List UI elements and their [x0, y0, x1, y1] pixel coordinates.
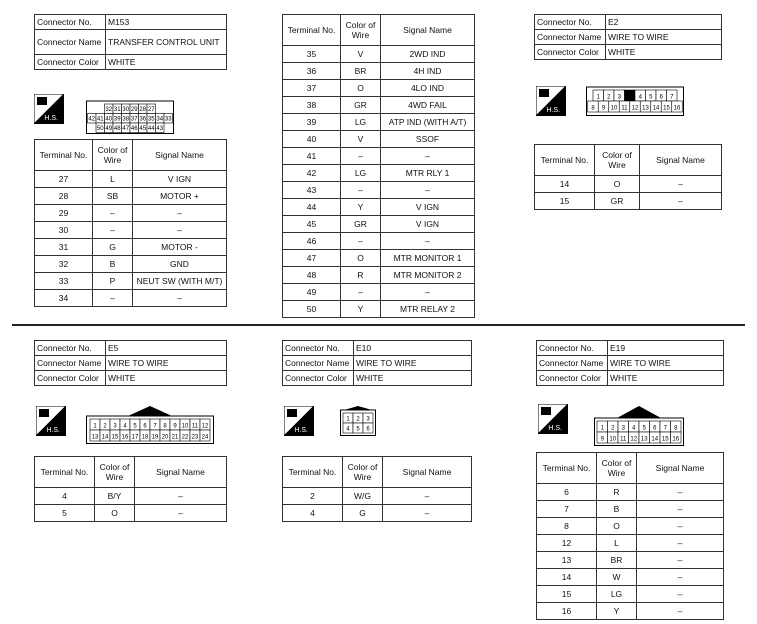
table-row: [537, 552, 724, 569]
m153-connector-name: TRANSFER CONTROL UNIT: [106, 30, 227, 55]
terminal-cell: 33: [35, 273, 93, 290]
pin-number: 36: [139, 116, 147, 123]
signal-name-cell: 4H IND: [381, 63, 475, 80]
e10-signal-table: Terminal No. Color of Wire Signal Name 2 W/G – 4 G –: [282, 456, 472, 522]
pin-number: 45: [139, 126, 147, 132]
wire-color-cell: Y: [341, 199, 381, 216]
pin-number: 5: [649, 94, 653, 101]
terminal-cell: 27: [35, 171, 93, 188]
wire-color-cell: O: [597, 518, 637, 535]
pin-number: 13: [640, 436, 648, 443]
pin-number: 5: [642, 425, 646, 432]
m153-info: Connector No. M153 Connector Name TRANSFER CONTROL UNIT Connector Color WHITE: [34, 14, 227, 70]
hs-badge-icon: [538, 404, 568, 434]
table-row: [283, 148, 475, 165]
signal-name-cell: –: [381, 284, 475, 301]
signal-name-cell: MOTOR -: [133, 239, 227, 256]
pin-number: 11: [620, 436, 627, 443]
signal-name-cell: –: [637, 518, 724, 535]
pin-number: 3: [113, 423, 117, 430]
wire-color-cell: –: [93, 205, 133, 222]
pin-number: 13: [91, 434, 99, 441]
pin-number: 16: [673, 105, 681, 112]
m153-connector-face: [86, 100, 174, 134]
wire-color-cell: –: [93, 290, 133, 307]
wire-color-cell: G: [343, 505, 383, 522]
terminal-cell: 30: [35, 222, 93, 239]
table-row: [283, 267, 475, 284]
table-row: [283, 63, 475, 80]
table-row: [35, 171, 227, 188]
signal-name-cell: MTR RELAY 2: [381, 301, 475, 318]
pin-number: 6: [659, 94, 663, 101]
pin-number: 3: [621, 425, 625, 432]
e2-info: Connector No. E2 Connector Name WIRE TO WIRE Connector Color WHITE: [534, 14, 722, 60]
pin-number: 3: [366, 416, 370, 423]
pin-number: 48: [113, 126, 121, 132]
wire-color-cell: W/G: [343, 488, 383, 505]
pin-number: 19: [151, 434, 159, 441]
wire-color-cell: P: [93, 273, 133, 290]
pin-number: 43: [156, 126, 164, 132]
pin-number: 21: [171, 434, 179, 441]
signal-name-cell: –: [383, 505, 472, 522]
e10-info: Connector No. E10 Connector Name WIRE TO WIRE Connector Color WHITE: [282, 340, 472, 386]
pin-number: 5: [133, 423, 137, 430]
terminal-cell: 16: [537, 603, 597, 620]
wire-color-cell: O: [595, 176, 640, 193]
table-row: [283, 284, 475, 301]
terminal-cell: 36: [283, 63, 341, 80]
wire-color-cell: GR: [595, 193, 640, 210]
table-row: [283, 250, 475, 267]
terminal-cell: 44: [283, 199, 341, 216]
signal-name-cell: ATP IND (WITH A/T): [381, 114, 475, 131]
pin-number: 18: [141, 434, 149, 441]
signal-name-cell: –: [135, 505, 227, 522]
table-row: [283, 165, 475, 182]
svg-text:H.S.: H.S.: [548, 425, 562, 432]
wire-color-cell: BR: [597, 552, 637, 569]
hs-badge-icon: [34, 94, 64, 124]
terminal-cell: 35: [283, 46, 341, 63]
signal-name-cell: SSOF: [381, 131, 475, 148]
table-row: [537, 586, 724, 603]
table-row: [283, 182, 475, 199]
pin-number: 7: [663, 425, 667, 432]
terminal-cell: 6: [537, 484, 597, 501]
pin-number: 12: [630, 436, 638, 443]
terminal-cell: 13: [537, 552, 597, 569]
m153-signal-table-1: Terminal No. Color of Wire Signal Name 27 L V IGN 28 SB MOTOR + 29 – – 30 – – 31 G MOTOR - 32 B GND 33 P NEUT SW (WITH M/T) 34 – –: [34, 139, 227, 307]
pin-number: 6: [366, 426, 370, 433]
m153-connector-color: WHITE: [106, 55, 227, 70]
wire-color-cell: V: [341, 131, 381, 148]
pin-number: 4: [632, 425, 636, 432]
pin-number: 2: [103, 423, 107, 430]
pin-number: 47: [122, 126, 130, 132]
pin-number: 37: [130, 116, 138, 123]
pin-number: 40: [105, 116, 113, 123]
e10-connector-face: [340, 404, 376, 436]
signal-name-cell: 4LO IND: [381, 80, 475, 97]
pin-number: 23: [191, 434, 199, 441]
pin-number: 7: [670, 94, 674, 101]
pin-number: 12: [631, 105, 639, 112]
table-row: [283, 301, 475, 318]
pin-number: 14: [652, 105, 660, 112]
table-row: [35, 290, 227, 307]
signal-name-cell: –: [637, 586, 724, 603]
terminal-cell: 7: [537, 501, 597, 518]
table-row: [35, 256, 227, 273]
terminal-cell: 42: [283, 165, 341, 182]
table-row: [35, 505, 227, 522]
signal-name-cell: –: [637, 569, 724, 586]
signal-name-cell: V IGN: [381, 216, 475, 233]
terminal-cell: 31: [35, 239, 93, 256]
wire-color-cell: BR: [341, 63, 381, 80]
pin-number: 4: [638, 94, 642, 101]
pin-number: 10: [181, 423, 189, 430]
terminal-cell: 49: [283, 284, 341, 301]
table-row: [283, 505, 472, 522]
signal-name-cell: V IGN: [381, 199, 475, 216]
terminal-cell: 48: [283, 267, 341, 284]
table-row: [283, 488, 472, 505]
table-row: [283, 97, 475, 114]
terminal-cell: 37: [283, 80, 341, 97]
signal-name-cell: –: [135, 488, 227, 505]
e5-signal-table: Terminal No. Color of Wire Signal Name 4 B/Y – 5 O –: [34, 456, 227, 522]
wire-color-cell: R: [341, 267, 381, 284]
pin-number: 4: [346, 426, 350, 433]
signal-name-cell: –: [637, 535, 724, 552]
pin-number: 15: [661, 436, 669, 443]
table-row: [35, 239, 227, 256]
pin-number: 27: [147, 107, 155, 113]
wire-color-cell: SB: [93, 188, 133, 205]
wire-color-cell: O: [95, 505, 135, 522]
pin-number: 16: [672, 436, 680, 443]
terminal-cell: 12: [537, 535, 597, 552]
table-row: [35, 222, 227, 239]
table-row: [283, 46, 475, 63]
signal-name-cell: –: [381, 233, 475, 250]
wire-color-cell: B: [93, 256, 133, 273]
terminal-cell: 45: [283, 216, 341, 233]
signal-name-cell: –: [383, 488, 472, 505]
table-row: [283, 80, 475, 97]
pin-number: 50: [96, 126, 104, 132]
hs-badge-icon: [36, 406, 66, 436]
table-row: [535, 176, 722, 193]
signal-name-cell: NEUT SW (WITH M/T): [133, 273, 227, 290]
pin-number: 2: [611, 425, 615, 432]
wire-color-cell: –: [341, 148, 381, 165]
pin-number: 42: [88, 116, 96, 123]
pin-number: 10: [610, 105, 618, 112]
wire-color-cell: R: [597, 484, 637, 501]
pin-number: 41: [96, 116, 104, 123]
e19-info: Connector No. E19 Connector Name WIRE TO WIRE Connector Color WHITE: [536, 340, 724, 386]
signal-name-cell: –: [640, 176, 722, 193]
signal-name-cell: V IGN: [133, 171, 227, 188]
terminal-cell: 46: [283, 233, 341, 250]
hs-badge-icon: [536, 86, 566, 116]
table-row: [537, 603, 724, 620]
signal-name-cell: –: [381, 148, 475, 165]
pin-number: 20: [161, 434, 169, 441]
wire-color-cell: B/Y: [95, 488, 135, 505]
pin-number: 29: [130, 107, 138, 113]
wire-color-cell: –: [341, 233, 381, 250]
terminal-cell: 14: [535, 176, 595, 193]
wire-color-cell: LG: [341, 114, 381, 131]
pin-number: 35: [147, 116, 155, 123]
terminal-cell: 29: [35, 205, 93, 222]
signal-name-cell: –: [637, 501, 724, 518]
table-row: [283, 114, 475, 131]
terminal-cell: 43: [283, 182, 341, 199]
signal-name-cell: 4WD FAIL: [381, 97, 475, 114]
signal-name-cell: MTR MONITOR 2: [381, 267, 475, 284]
wire-color-cell: O: [341, 80, 381, 97]
table-row: [35, 205, 227, 222]
wire-color-cell: GR: [341, 97, 381, 114]
signal-name-cell: –: [637, 552, 724, 569]
e19-signal-table: Terminal No. Color of Wire Signal Name 6 R – 7 B – 8 O – 12 L – 13 BR – 14 W – 15 LG – 16 Y –: [536, 452, 724, 620]
svg-text:H.S.: H.S.: [46, 427, 60, 434]
wire-color-cell: L: [93, 171, 133, 188]
wire-color-cell: GR: [341, 216, 381, 233]
table-row: [283, 233, 475, 250]
e2-connector-face: [586, 86, 684, 116]
wire-color-cell: O: [341, 250, 381, 267]
pin-number: 38: [122, 116, 130, 123]
table-row: [537, 535, 724, 552]
pin-number: 1: [346, 416, 350, 423]
pin-number: 14: [651, 436, 659, 443]
pin-number: 7: [153, 423, 157, 430]
wire-color-cell: –: [93, 222, 133, 239]
pin-number: 15: [663, 105, 670, 112]
signal-name-cell: MTR MONITOR 1: [381, 250, 475, 267]
terminal-cell: 8: [537, 518, 597, 535]
pin-number: 24: [201, 434, 209, 441]
m153-signal-table-2: Terminal No. Color of Wire Signal Name 35 V 2WD IND 36 BR 4H IND 37 O 4LO IND 38 GR 4WD FAIL 39 LG ATP IND (WITH A/T) 40 V SSOF 41 – – 42 LG MTR RLY 1 43 – – 44 Y V IGN 45 GR V IGN 46 – – 47 O MTR MONITOR 1 48 R MTR MONITOR 2 49 – – 50 Y MTR RELAY 2: [282, 14, 475, 318]
pin-number: 28: [139, 107, 147, 113]
pin-number: 49: [105, 126, 113, 132]
wire-color-cell: Y: [341, 301, 381, 318]
pin-number: 9: [601, 105, 606, 112]
table-row: [537, 501, 724, 518]
signal-name-cell: –: [640, 193, 722, 210]
pin-number: 8: [163, 423, 167, 430]
pin-number: 32: [105, 107, 113, 113]
pin-number: 3: [617, 94, 621, 101]
terminal-cell: 28: [35, 188, 93, 205]
pin-number: 11: [191, 423, 199, 430]
terminal-cell: 4: [283, 505, 343, 522]
table-row: [283, 199, 475, 216]
terminal-cell: 5: [35, 505, 95, 522]
pin-number: 6: [653, 425, 657, 432]
pin-number: 46: [130, 126, 138, 132]
pin-number: 1: [596, 94, 600, 101]
pin-number: 17: [131, 434, 139, 441]
pin-number: 14: [101, 434, 109, 441]
pin-number: 33: [164, 116, 172, 123]
signal-name-cell: MTR RLY 1: [381, 165, 475, 182]
wire-color-cell: LG: [341, 165, 381, 182]
signal-name-cell: –: [381, 182, 475, 199]
terminal-cell: 14: [537, 569, 597, 586]
wire-color-cell: G: [93, 239, 133, 256]
pin-number: 13: [642, 105, 649, 112]
signal-name-cell: –: [133, 290, 227, 307]
table-row: [537, 518, 724, 535]
wire-color-cell: Y: [597, 603, 637, 620]
table-row: [283, 131, 475, 148]
terminal-cell: 32: [35, 256, 93, 273]
e2-signal-table: Terminal No. Color of Wire Signal Name 14 O – 15 GR –: [534, 144, 722, 210]
table-row: [283, 216, 475, 233]
signal-name-cell: 2WD IND: [381, 46, 475, 63]
terminal-cell: 38: [283, 97, 341, 114]
pin-number: 39: [113, 116, 121, 123]
terminal-cell: 34: [35, 290, 93, 307]
table-row: [35, 488, 227, 505]
terminal-cell: 50: [283, 301, 341, 318]
wire-color-cell: W: [597, 569, 637, 586]
pin-number: 8: [674, 425, 678, 432]
m153-connector-no: M153: [106, 15, 227, 30]
terminal-cell: 15: [537, 586, 597, 603]
signal-name-cell: –: [133, 205, 227, 222]
pin-number: 4: [123, 423, 127, 430]
signal-name-cell: –: [637, 484, 724, 501]
terminal-cell: 15: [535, 193, 595, 210]
pin-cell: [625, 90, 636, 101]
wire-color-cell: –: [341, 284, 381, 301]
terminal-cell: 40: [283, 131, 341, 148]
terminal-cell: 4: [35, 488, 95, 505]
pin-number: 10: [609, 436, 617, 443]
wire-color-cell: V: [341, 46, 381, 63]
table-row: [35, 188, 227, 205]
e5-info: Connector No. E5 Connector Name WIRE TO WIRE Connector Color WHITE: [34, 340, 227, 386]
table-row: [535, 193, 722, 210]
pin-number: 1: [93, 423, 97, 430]
table-row: [537, 484, 724, 501]
wire-color-cell: B: [597, 501, 637, 518]
table-row: [537, 569, 724, 586]
pin-number: 34: [156, 116, 164, 123]
table-row: [35, 273, 227, 290]
signal-name-cell: –: [133, 222, 227, 239]
section-divider: [12, 324, 745, 326]
e19-connector-face: [594, 404, 684, 446]
signal-name-cell: MOTOR +: [133, 188, 227, 205]
pin-number: 15: [111, 434, 119, 441]
pin-number: 44: [147, 126, 155, 132]
pin-number: 31: [113, 107, 121, 113]
svg-text:H.S.: H.S.: [546, 107, 560, 114]
wire-color-cell: L: [597, 535, 637, 552]
pin-number: 1: [600, 425, 604, 432]
pin-number: 2: [356, 416, 360, 423]
pin-number: 5: [356, 426, 360, 433]
pin-number: 2: [607, 94, 611, 101]
pin-number: 22: [181, 434, 189, 441]
pin-number: 6: [143, 423, 147, 430]
pin-number: 9: [173, 423, 177, 430]
signal-name-cell: GND: [133, 256, 227, 273]
hs-badge-icon: [284, 406, 314, 436]
pin-number: 11: [621, 105, 628, 112]
svg-text:H.S.: H.S.: [44, 115, 58, 122]
terminal-cell: 2: [283, 488, 343, 505]
pin-number: 16: [121, 434, 129, 441]
pin-number: 30: [122, 107, 130, 113]
e5-connector-face: [86, 404, 214, 444]
svg-text:H.S.: H.S.: [294, 427, 308, 434]
pin-number: 12: [201, 423, 209, 430]
wire-color-cell: –: [341, 182, 381, 199]
signal-name-cell: –: [637, 603, 724, 620]
pin-number: 9: [600, 436, 604, 443]
wire-color-cell: LG: [597, 586, 637, 603]
terminal-cell: 39: [283, 114, 341, 131]
pin-number: 8: [591, 105, 595, 112]
terminal-cell: 47: [283, 250, 341, 267]
terminal-cell: 41: [283, 148, 341, 165]
